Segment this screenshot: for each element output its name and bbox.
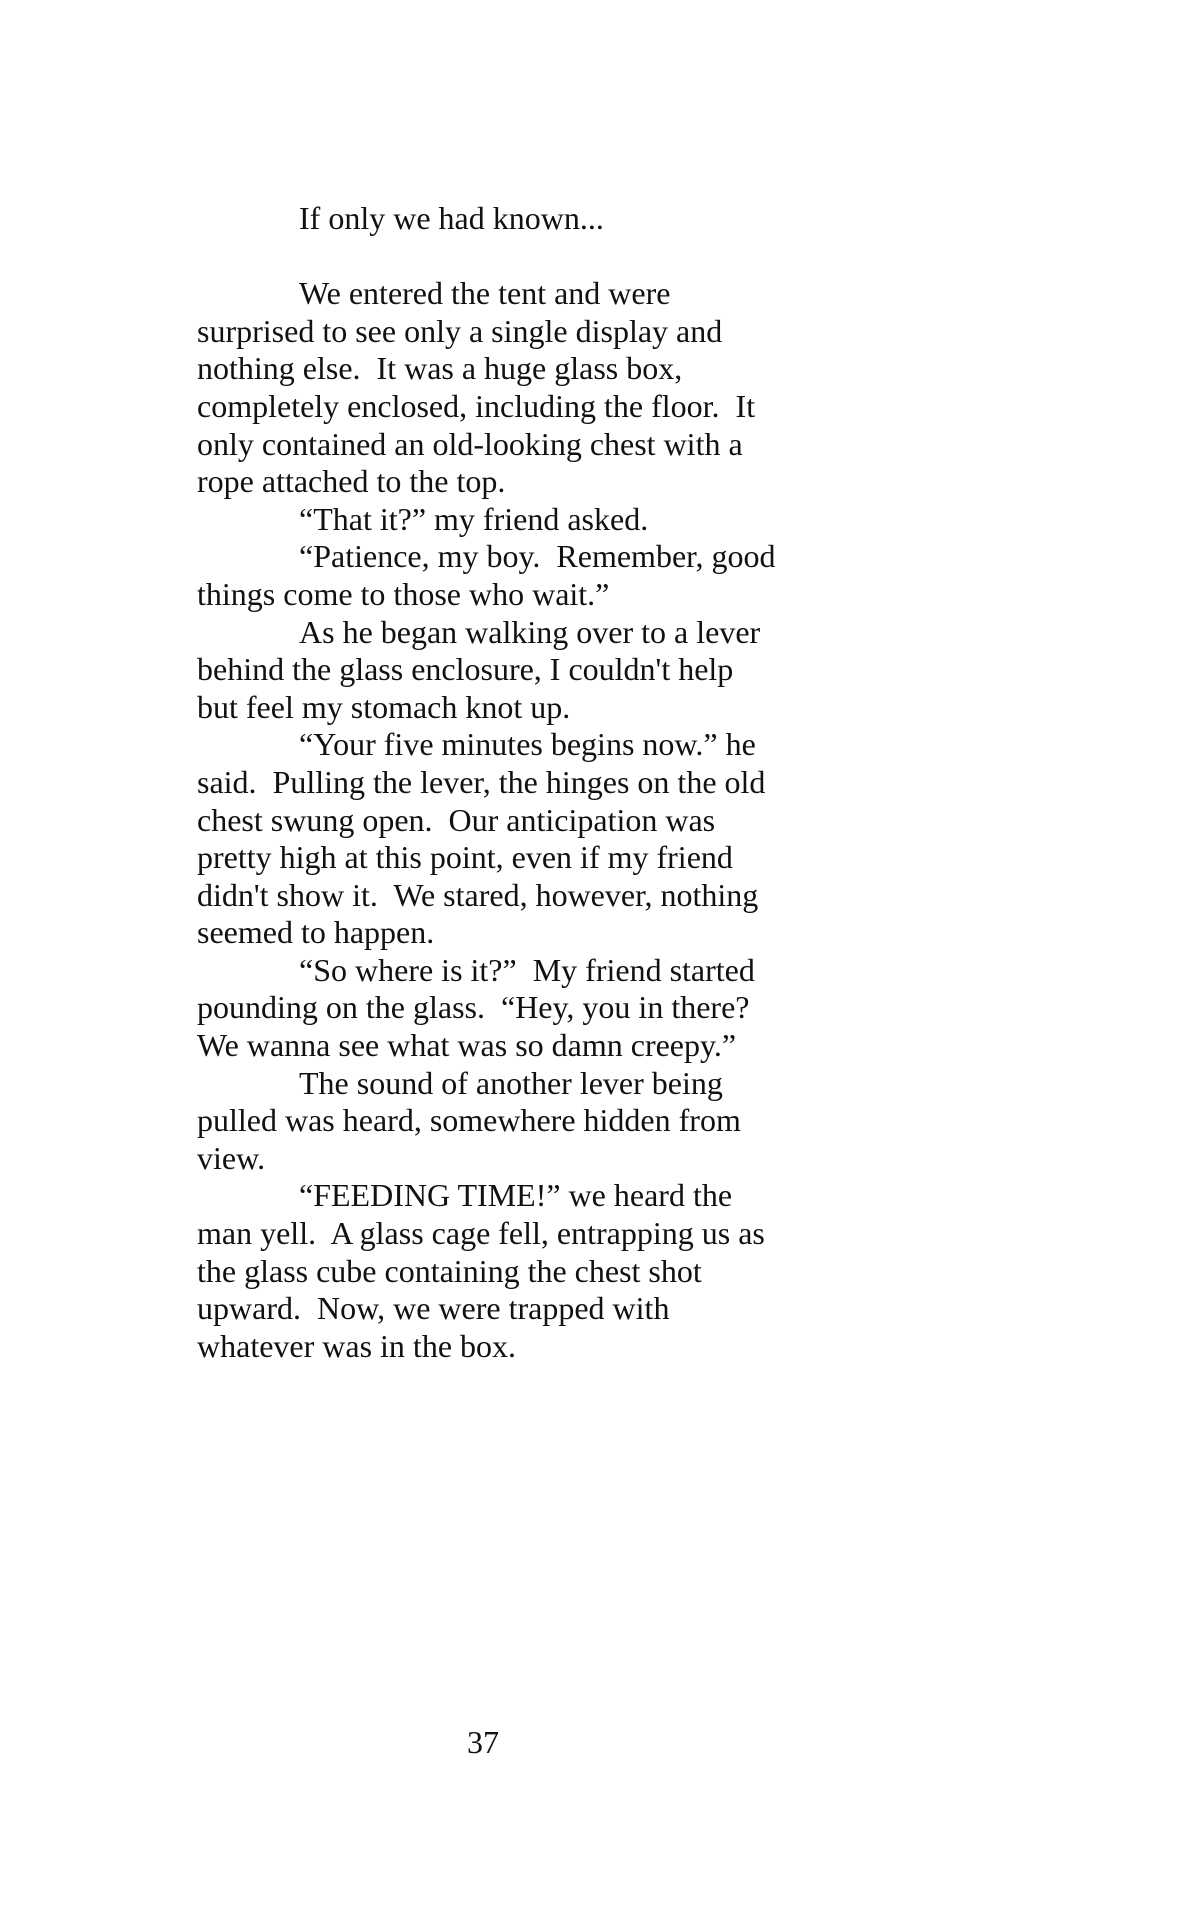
text-line: As he began walking over to a lever [299, 613, 761, 650]
page-number: 37 [467, 1724, 499, 1760]
paragraph [197, 538, 837, 613]
text-line: view. [197, 1139, 266, 1176]
paragraph [197, 275, 837, 501]
paragraph [197, 501, 837, 539]
paragraph [197, 1177, 837, 1365]
text-block [197, 200, 837, 1365]
text-line: whatever was in the box. [197, 1327, 517, 1364]
text-line: only contained an old-looking chest with a [197, 425, 743, 462]
text-line: We wanna see what was so damn creepy.” [197, 1027, 737, 1064]
text-line: chest swung open. Our anticipation was [197, 801, 716, 838]
text-line: The sound of another lever being [299, 1064, 723, 1101]
text-line: pretty high at this point, even if my friend [197, 839, 733, 876]
text-line: things come to those who wait.” [197, 575, 610, 612]
text-line: pulled was heard, somewhere hidden from [197, 1102, 741, 1139]
text-line: “That it?” my friend asked. [299, 500, 649, 537]
page-title: If only we had known... [299, 200, 604, 236]
paragraph [197, 726, 837, 952]
text-line: said. Pulling the lever, the hinges on the old [197, 763, 766, 800]
text-line: We entered the tent and were [299, 275, 671, 312]
paragraph [197, 1065, 837, 1178]
text-line: but feel my stomach knot up. [197, 688, 571, 725]
text-line: behind the glass enclosure, I couldn't help [197, 651, 734, 688]
paragraph [197, 614, 837, 727]
text-line: upward. Now, we were trapped with [197, 1290, 670, 1327]
text-line: man yell. A glass cage fell, entrapping us as [197, 1215, 765, 1252]
text-line: surprised to see only a single display and [197, 312, 723, 349]
text-line: completely enclosed, including the floor. It [197, 387, 756, 424]
text-line: “Your five minutes begins now.” he [299, 726, 756, 763]
text-line: didn't show it. We stared, however, nothing [197, 876, 759, 913]
text-line: “Patience, my boy. Remember, good [299, 538, 776, 575]
text-line: nothing else. It was a huge glass box, [197, 350, 683, 387]
text-line: “So where is it?” My friend started [299, 951, 755, 988]
text-line: “FEEDING TIME!” we heard the [299, 1177, 733, 1214]
text-line: seemed to happen. [197, 914, 435, 951]
paragraph [197, 952, 837, 1065]
text-line: rope attached to the top. [197, 463, 506, 500]
text-line: pounding on the glass. “Hey, you in there? [197, 989, 750, 1026]
text-line: the glass cube containing the chest shot [197, 1252, 702, 1289]
